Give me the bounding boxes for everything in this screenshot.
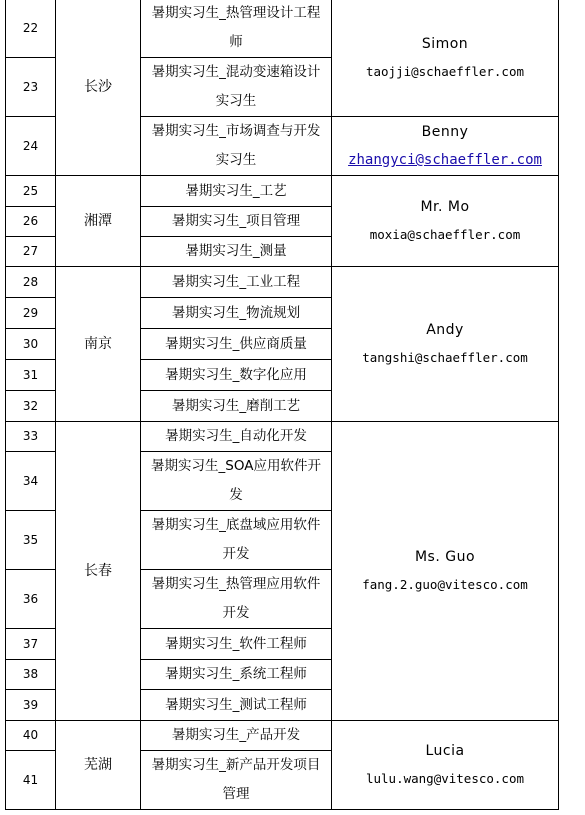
row-number: 35 bbox=[6, 511, 56, 570]
contact-name: Andy bbox=[426, 322, 464, 338]
row-number: 31 bbox=[6, 360, 56, 391]
internship-table bbox=[5, 0, 559, 810]
contact-cell bbox=[332, 267, 559, 422]
position-cell: 暑期实习生_测量 bbox=[141, 237, 332, 267]
row-number: 38 bbox=[6, 660, 56, 690]
row-number: 28 bbox=[6, 267, 56, 298]
row-number: 40 bbox=[6, 721, 56, 751]
position-cell: 暑期实习生_系统工程师 bbox=[141, 660, 332, 690]
table-row bbox=[6, 176, 559, 207]
position-cell: 暑期实习生_磨削工艺 bbox=[141, 391, 332, 422]
position-cell: 暑期实习生_热管理应用软件开发 bbox=[141, 570, 332, 629]
row-number: 25 bbox=[6, 176, 56, 207]
contact-cell bbox=[332, 422, 559, 721]
contact-email: fang.2.guo@vitesco.com bbox=[362, 577, 528, 592]
contact-email: taojji@schaeffler.com bbox=[365, 63, 525, 79]
position-cell: 暑期实习生_物流规划 bbox=[141, 298, 332, 329]
contact-email-link[interactable]: zhangyci@schaeffler.com bbox=[348, 152, 542, 168]
position-cell: 暑期实习生_软件工程师 bbox=[141, 629, 332, 660]
contact-cell bbox=[332, 176, 559, 267]
contact-name: Lucia bbox=[425, 743, 465, 759]
position-cell: 暑期实习生_底盘域应用软件开发 bbox=[141, 511, 332, 570]
contact-name: Benny bbox=[421, 124, 469, 140]
contact-cell bbox=[332, 0, 559, 117]
row-number: 34 bbox=[6, 452, 56, 511]
contact-name: Mr. Mo bbox=[420, 199, 470, 215]
row-number: 26 bbox=[6, 207, 56, 237]
contact-cell bbox=[332, 721, 559, 810]
contact-name: Simon bbox=[421, 35, 469, 52]
row-number: 36 bbox=[6, 570, 56, 629]
row-number: 30 bbox=[6, 329, 56, 360]
position-cell: 暑期实习生_测试工程师 bbox=[141, 690, 332, 721]
contact-email: moxia@schaeffler.com bbox=[369, 227, 521, 242]
position-cell: 暑期实习生_自动化开发 bbox=[141, 422, 332, 452]
position-cell: 暑期实习生_热管理设计工程师 bbox=[141, 0, 332, 58]
row-number: 33 bbox=[6, 422, 56, 452]
row-number: 24 bbox=[6, 117, 56, 176]
position-cell: 暑期实习生_市场调查与开发实习生 bbox=[141, 117, 332, 176]
table-row bbox=[6, 267, 559, 298]
position-cell: 暑期实习生_产品开发 bbox=[141, 721, 332, 751]
city-cell: 湘潭 bbox=[56, 176, 141, 267]
position-cell: 暑期实习生_混动变速箱设计实习生 bbox=[141, 58, 332, 117]
contact-email: lulu.wang@vitesco.com bbox=[365, 771, 525, 786]
table-row bbox=[6, 422, 559, 452]
city-cell: 长沙 bbox=[56, 0, 141, 176]
city-cell: 长春 bbox=[56, 422, 141, 721]
row-number: 29 bbox=[6, 298, 56, 329]
row-number: 22 bbox=[6, 0, 56, 58]
contact-email: tangshi@schaeffler.com bbox=[362, 350, 528, 365]
row-number: 23 bbox=[6, 58, 56, 117]
position-cell: 暑期实习生_项目管理 bbox=[141, 207, 332, 237]
contact-name: Ms. Guo bbox=[414, 549, 476, 565]
row-number: 32 bbox=[6, 391, 56, 422]
position-cell: 暑期实习生_工业工程 bbox=[141, 267, 332, 298]
position-cell: 暑期实习生_新产品开发项目管理 bbox=[141, 751, 332, 810]
position-cell: 暑期实习生_供应商质量 bbox=[141, 329, 332, 360]
city-cell: 芜湖 bbox=[56, 721, 141, 810]
contact-cell bbox=[332, 117, 559, 176]
row-number: 37 bbox=[6, 629, 56, 660]
row-number: 39 bbox=[6, 690, 56, 721]
position-cell: 暑期实习生_SOA应用软件开发 bbox=[141, 452, 332, 511]
row-number: 41 bbox=[6, 751, 56, 810]
table-row bbox=[6, 0, 559, 58]
city-cell: 南京 bbox=[56, 267, 141, 422]
row-number: 27 bbox=[6, 237, 56, 267]
position-cell: 暑期实习生_工艺 bbox=[141, 176, 332, 207]
table-row bbox=[6, 721, 559, 751]
position-cell: 暑期实习生_数字化应用 bbox=[141, 360, 332, 391]
